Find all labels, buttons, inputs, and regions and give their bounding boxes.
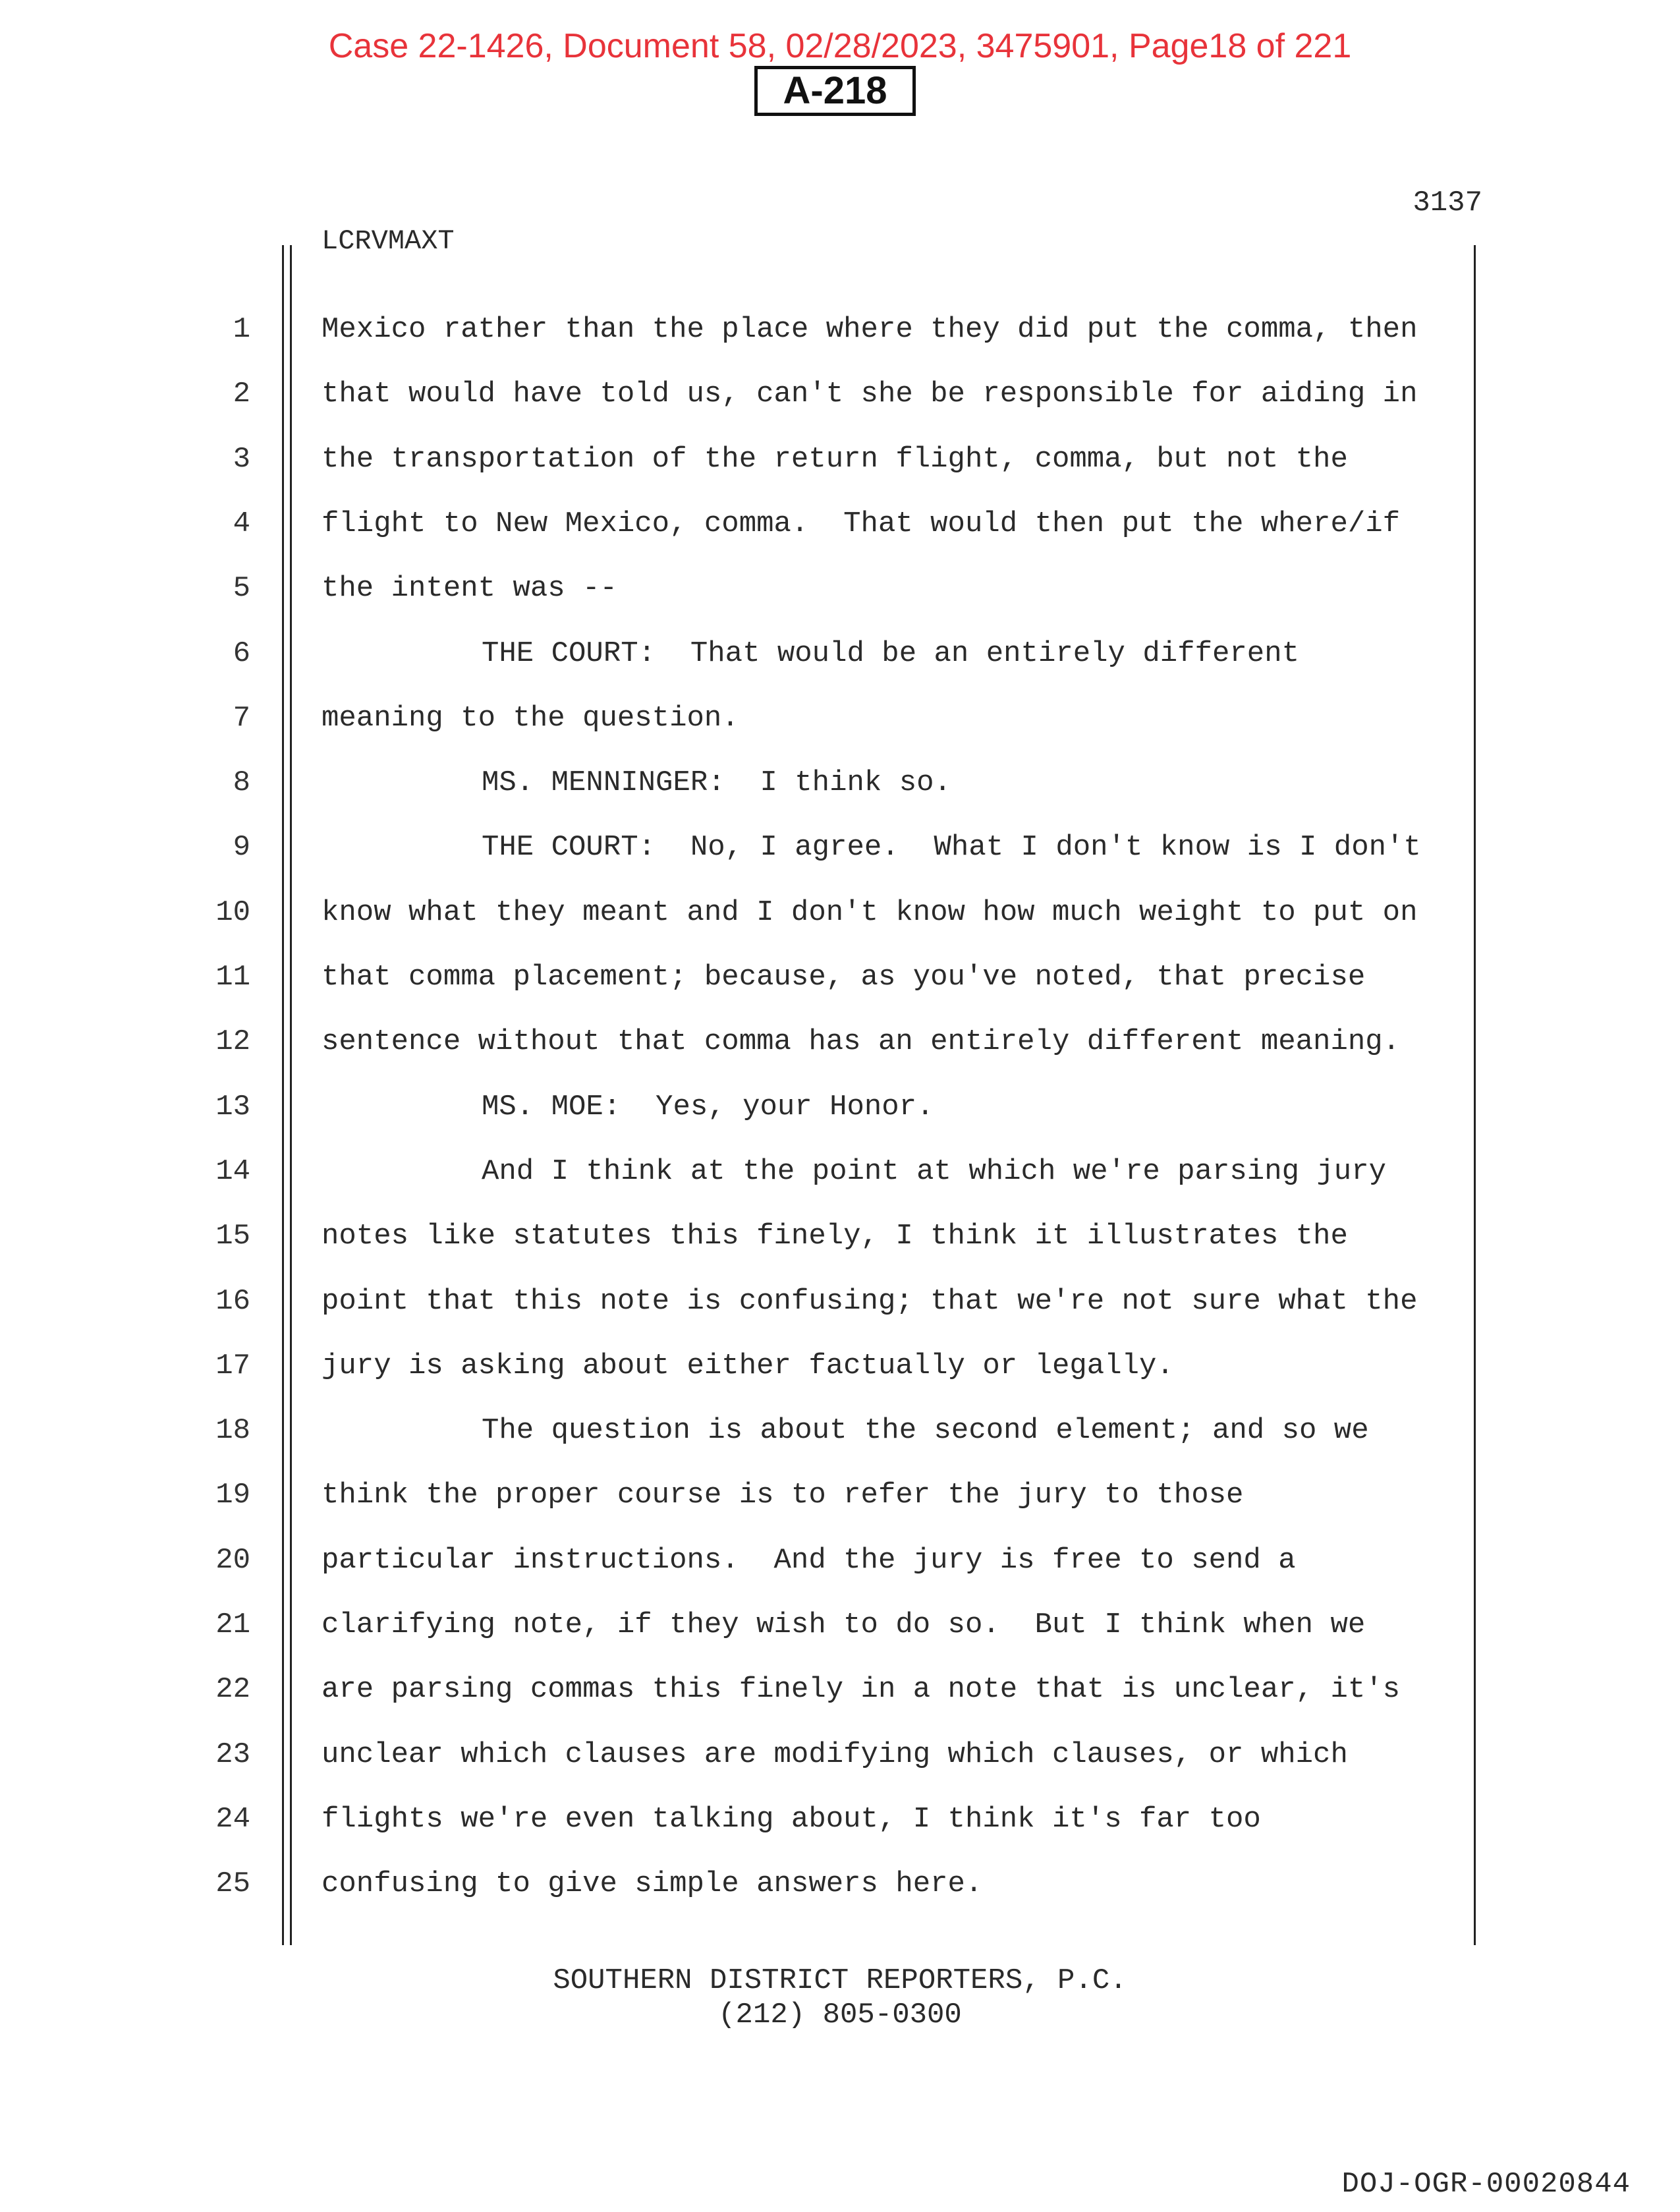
line-text: unclear which clauses are modifying which clauses, or which [322, 1738, 1348, 1771]
line-text: notes like statutes this finely, I think it illustrates the [322, 1220, 1348, 1253]
line-text: the transportation of the return flight, comma, but not the [322, 443, 1348, 476]
line-text: clarifying note, if they wish to do so. But I think when we [322, 1608, 1366, 1641]
transcript-line [0, 1411, 1680, 1475]
line-text: sentence without that comma has an entirely different meaning. [322, 1025, 1401, 1058]
line-number: 18 [215, 1414, 250, 1447]
line-number: 11 [215, 961, 250, 994]
transcript-line [0, 1800, 1680, 1864]
transcript-line [0, 1541, 1680, 1605]
line-text: know what they meant and I don't know how much weight to put on [322, 896, 1418, 929]
line-text: flight to New Mexico, comma. That would then put the where/if [322, 507, 1401, 540]
line-number: 16 [215, 1285, 250, 1318]
line-text: meaning to the question. [322, 702, 739, 735]
line-text: Mexico rather than the place where they did put the comma, then [322, 313, 1418, 346]
reporter-name: SOUTHERN DISTRICT REPORTERS, P.C. [553, 1964, 1127, 1997]
transcript-line [0, 893, 1680, 957]
line-number: 3 [233, 443, 250, 476]
transcript-line [0, 763, 1680, 828]
exhibit-label: A-218 [754, 66, 916, 116]
line-text: are parsing commas this finely in a note that is unclear, it's [322, 1673, 1401, 1706]
line-text: think the proper course is to refer the jury to those [322, 1479, 1244, 1512]
line-number: 20 [215, 1544, 250, 1577]
line-number: 25 [215, 1867, 250, 1900]
line-number: 13 [215, 1091, 250, 1123]
line-text: particular instructions. And the jury is free to send a [322, 1544, 1296, 1577]
line-text: jury is asking about either factually or legally. [322, 1349, 1174, 1382]
transcript-line [0, 374, 1680, 439]
line-number: 2 [233, 378, 250, 411]
line-text: THE COURT: No, I agree. What I don't know is I don't [482, 831, 1421, 864]
line-number: 8 [233, 766, 250, 799]
transcript-line [0, 1670, 1680, 1734]
transcript-line [0, 569, 1680, 633]
line-text: flights we're even talking about, I think it's far too [322, 1803, 1261, 1836]
line-text: MS. MENNINGER: I think so. [482, 766, 951, 799]
line-text: confusing to give simple answers here. [322, 1867, 983, 1900]
transcript-line [0, 1864, 1680, 1929]
transcript-line [0, 440, 1680, 504]
line-text: THE COURT: That would be an entirely different [482, 637, 1300, 670]
line-number: 15 [215, 1220, 250, 1253]
line-number: 10 [215, 896, 250, 929]
transcript-line [0, 1022, 1680, 1087]
reporter-phone: (212) 805-0300 [718, 1999, 962, 2031]
line-text: that would have told us, can't she be responsible for aiding in [322, 378, 1418, 411]
line-number: 6 [233, 637, 250, 670]
transcript-line [0, 634, 1680, 698]
transcript-line [0, 1152, 1680, 1216]
transcript-line [0, 698, 1680, 763]
line-text: the intent was -- [322, 572, 617, 605]
transcript-line [0, 1475, 1680, 1540]
case-header: Case 22-1426, Document 58, 02/28/2023, 3475901, Page18 of 221 [328, 27, 1352, 65]
line-number: 22 [215, 1673, 250, 1706]
line-text: And I think at the point at which we're parsing jury [482, 1155, 1387, 1188]
line-text: that comma placement; because, as you've noted, that precise [322, 961, 1366, 994]
line-number: 4 [233, 507, 250, 540]
transcript-line [0, 504, 1680, 569]
bates-number: DOJ-OGR-00020844 [1341, 2168, 1631, 2201]
transcript-line [0, 310, 1680, 374]
transcript-line [0, 828, 1680, 892]
transcript-line [0, 957, 1680, 1022]
transcript-line [0, 1087, 1680, 1152]
transcript-line [0, 1282, 1680, 1346]
line-text: MS. MOE: Yes, your Honor. [482, 1091, 934, 1123]
line-number: 1 [233, 313, 250, 346]
line-number: 12 [215, 1025, 250, 1058]
line-number: 7 [233, 702, 250, 735]
line-number: 23 [215, 1738, 250, 1771]
line-number: 9 [233, 831, 250, 864]
line-text: The question is about the second element; and so we [482, 1414, 1369, 1447]
page-number: 3137 [1413, 186, 1482, 219]
footer [0, 1964, 1680, 2032]
transcript-line [0, 1346, 1680, 1411]
transcript-line [0, 1216, 1680, 1281]
transcript-line [0, 1605, 1680, 1670]
document-code: LCRVMAXT [322, 225, 455, 257]
transcript-line [0, 1735, 1680, 1800]
line-number: 21 [215, 1608, 250, 1641]
line-number: 14 [215, 1155, 250, 1188]
line-number: 19 [215, 1479, 250, 1512]
line-number: 24 [215, 1803, 250, 1836]
line-text: point that this note is confusing; that we're not sure what the [322, 1285, 1418, 1318]
line-number: 5 [233, 572, 250, 605]
line-number: 17 [215, 1349, 250, 1382]
